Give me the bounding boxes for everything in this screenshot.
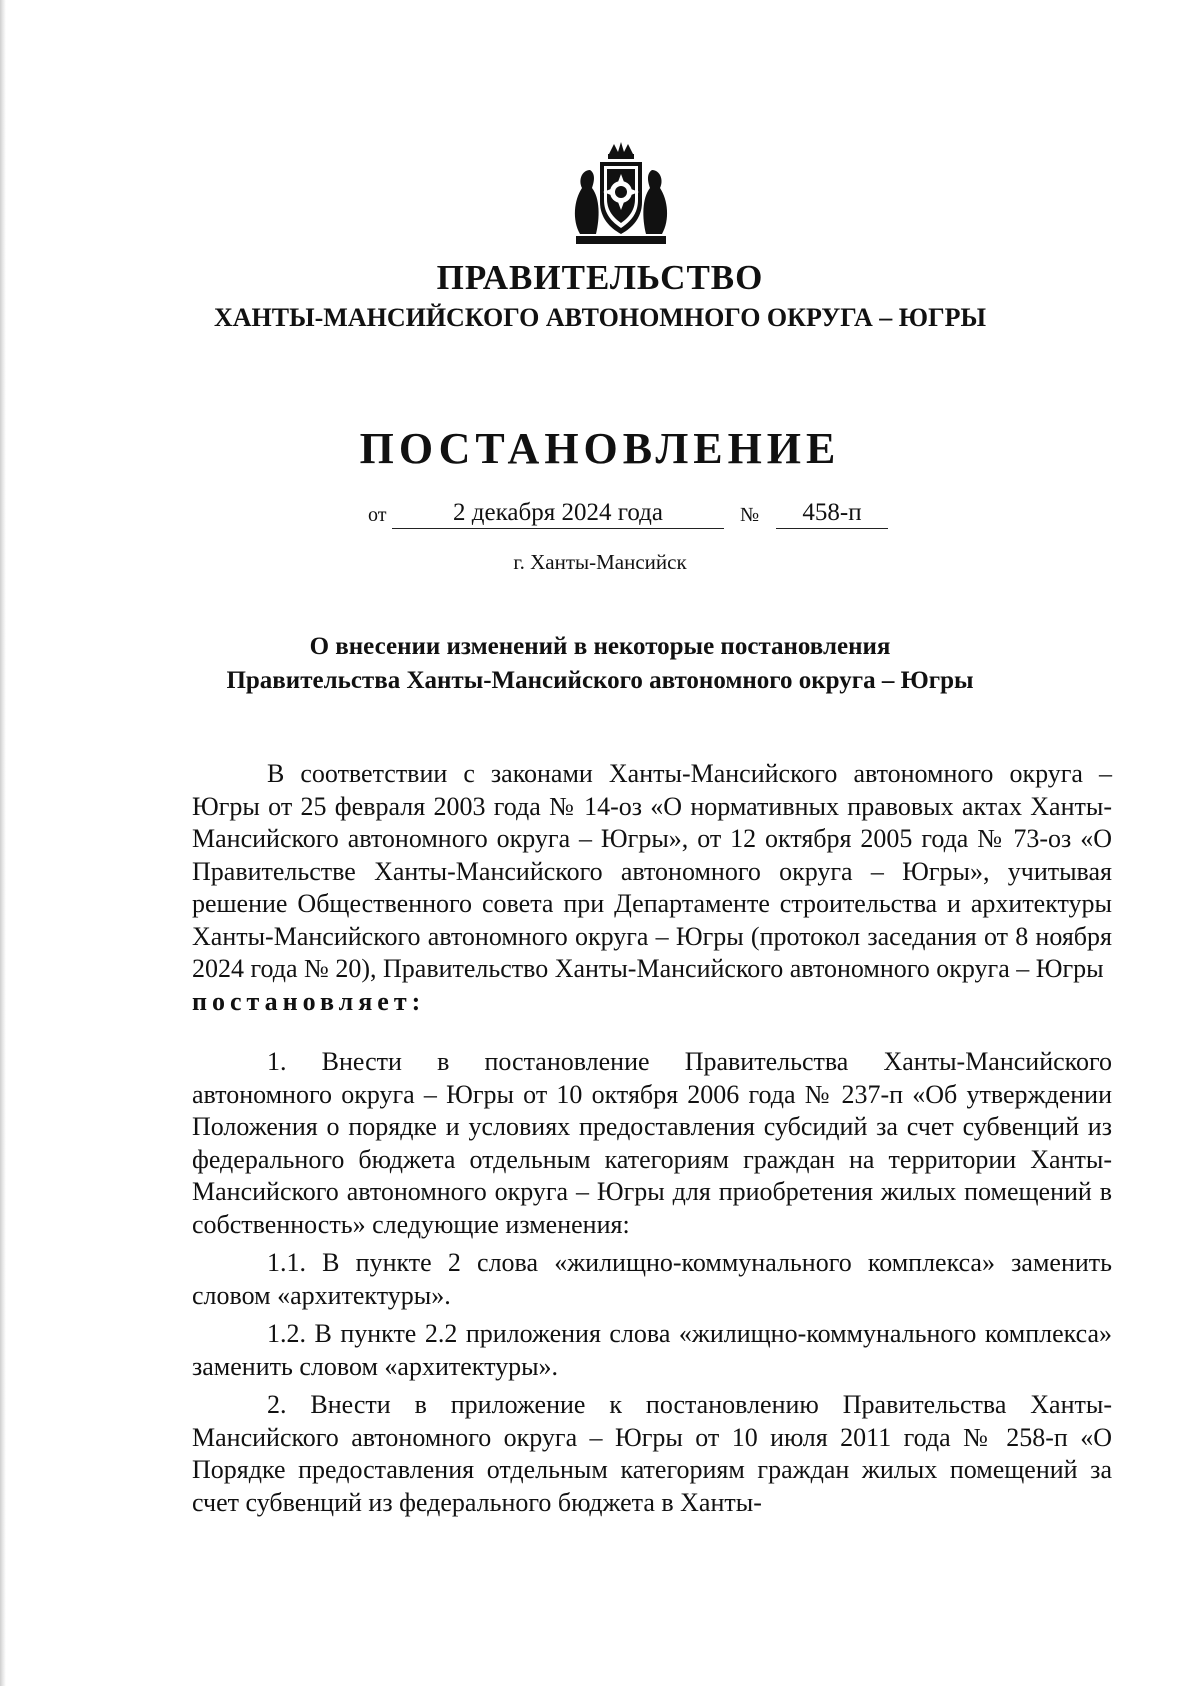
resolves-word: постановляет: [192,986,426,1016]
item-2-paragraph: 2. Внести в приложение к постановлению Правительства Ханты-Мансийского автономного округа – Югры от 10 июля 2011 года № 258-п «О Порядке предоставления отдельным категориям граждан жилых помещений за счет субвенций из федерального бюджета в Ханты- [192,1390,1112,1517]
preamble-text: В соответствии с законами Ханты-Мансийского автономного округа – Югры от 25 февраля 2003 года № 14-оз «О нормативных правовых актах Ханты-Мансийского автономного округа – Югры», от 12 октября 2005 года № 73-оз «О Правительстве Ханты-Мансийского автономного округа – Югры», учитывая решение Общественного совета при Департаменте строительства и архитектуры Ханты-Мансийского автономного округа – Югры (протокол заседания от 8 ноября 2024 года № 20), Правительство Ханты-Мансийского автономного округа – Югры [192,759,1112,983]
city-name: г. Ханты-Мансийск [513,550,687,574]
item-1-1-paragraph: 1.1. В пункте 2 слова «жилищно-коммунального комплекса» заменить словом «архитектуры». [192,1248,1112,1310]
number-sign: № [740,504,760,526]
organization-subtitle: ХАНТЫ-МАНСИЙСКОГО АВТОНОМНОГО ОКРУГА – ЮГРЫ [213,303,987,332]
scan-edge [0,0,6,1686]
item-1-2-paragraph: 1.2. В пункте 2.2 приложения слова «жилищно-коммунального комплекса» заменить словом «архитектуры». [192,1319,1112,1381]
document-type-heading: ПОСТАНОВЛЕНИЕ [359,424,841,473]
document-subject [0,630,1200,698]
preamble-paragraph [192,758,1112,1018]
document-date: 2 декабря 2024 года [392,498,724,529]
document-number: 458-п [776,498,888,529]
subject-line-1: О внесении изменений в некоторые постановления [309,633,891,660]
subject-line-2: Правительства Ханты-Мансийского автономного округа – Югры [226,667,974,694]
document-body [192,758,1112,1525]
organization-title: ПРАВИТЕЛЬСТВО [436,258,764,297]
coat-of-arms-emblem-icon [562,140,680,252]
date-prefix: от [368,504,387,526]
item-1-paragraph: 1. Внести в постановление Правительства Ханты-Мансийского автономного округа – Югры от 10 октября 2006 года № 237-п «Об утверждении Положения о порядке и условиях предоставления субсидий за счет субвенций из федерального бюджета отдельным категориям граждан на территории Ханты-Мансийского автономного округа – Югры для приобретения жилых помещений в собственность» следующие изменения: [192,1047,1112,1239]
date-number-line [368,498,928,532]
